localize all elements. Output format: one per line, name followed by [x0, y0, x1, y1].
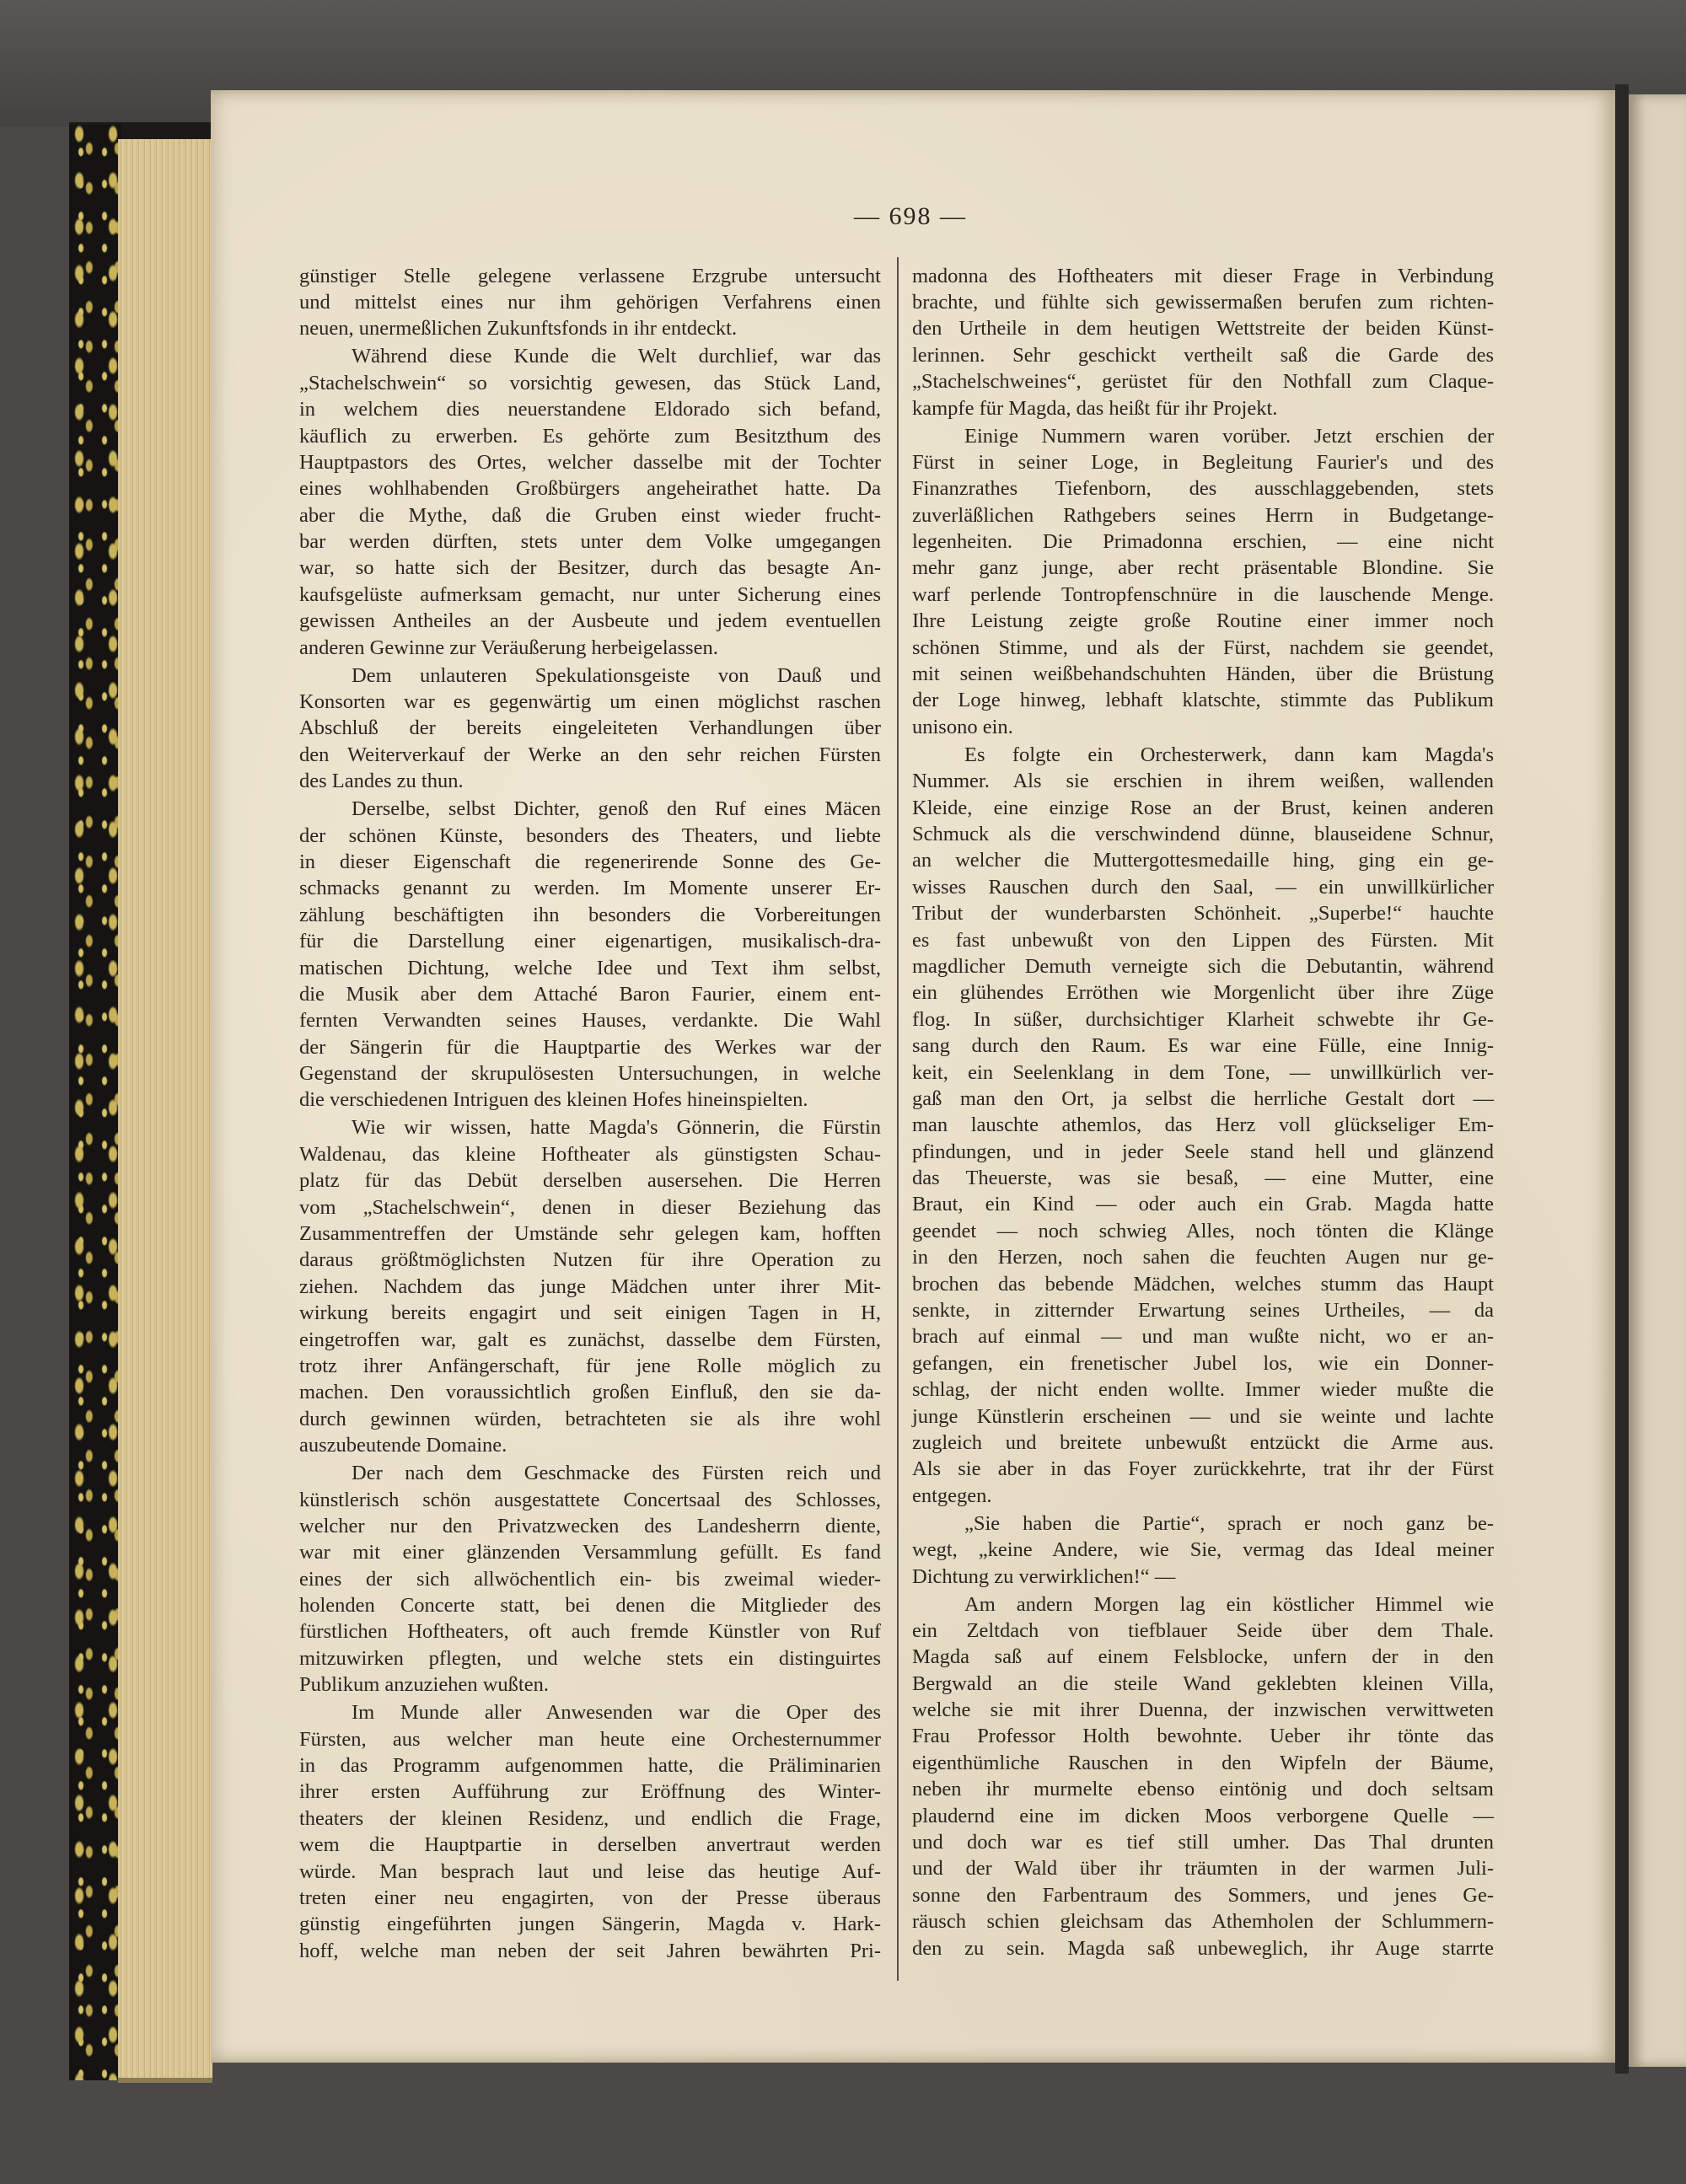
text-line: die verschiedenen Intriguen des kleinen Hofes hineinspielten. [299, 1088, 808, 1112]
text-line: Derselbe, selbst Dichter, genoß den Ruf eines Mäcen [352, 797, 881, 821]
text-line: günstig eingeführten jungen Sängerin, Magda v. Hark- [299, 1913, 881, 1936]
text-line: die Musik aber dem Attaché Baron Faurier, einem ent- [299, 982, 881, 1006]
paragraph [299, 1699, 881, 1964]
text-line: mitzuwirken pflegten, und welche stets ein distinguirtes [299, 1646, 881, 1670]
text-line: Einige Nummern waren vorüber. Jetzt erschien der [964, 424, 1494, 448]
text-line: durch gewinnen würden, betrachteten sie als ihre wohl [299, 1407, 881, 1430]
paragraph [299, 796, 881, 1113]
text-line: gewissen Antheiles an der Ausbeute und jedem eventuellen [299, 609, 881, 633]
text-line: bar werden dürften, stets unter dem Volke umgegangen [299, 530, 881, 554]
right-column [912, 261, 1494, 1961]
text-line: war, so hatte sich der Besitzer, durch das besagte An- [299, 556, 881, 580]
text-line: zugleich und breitete unbewußt entzückt die Arme aus. [912, 1430, 1494, 1454]
text-line: künstlerisch schön ausgestattete Concertsaal des Schlosses, [299, 1488, 881, 1511]
paragraph [912, 263, 1494, 421]
text-line: neben ihr murmelte ebenso eintönig und doch seltsam [912, 1778, 1494, 1801]
text-line: in welchem dies neuerstandene Eldorado sich befand, [299, 398, 881, 421]
text-line: auszubeutende Domaine. [299, 1434, 507, 1457]
text-line: unisono ein. [912, 715, 1013, 738]
text-line: wem die Hauptpartie in derselben anvertraut werden [299, 1833, 881, 1857]
text-line: in das Programm aufgenommen hatte, die Präliminarien [299, 1754, 881, 1778]
text-line: lerinnen. Sehr geschickt vertheilt saß die Garde des [912, 343, 1494, 367]
text-line: Waldenau, das kleine Hoftheater als günstigsten Schau- [299, 1142, 881, 1166]
text-line: neuen, unermeßlichen Zukunftsfonds in ihr entdeckt. [299, 317, 738, 341]
text-line: Abschluß der bereits eingeleiteten Verhandlungen über [299, 716, 881, 740]
text-line: Publikum anzuziehen wußten. [299, 1673, 549, 1697]
text-line: anderen Gewinne zur Veräußerung herbeigelassen. [299, 636, 718, 659]
paragraph [299, 663, 881, 795]
text-line: treten einer neu engagirten, von der Presse überaus [299, 1886, 881, 1909]
text-line: aber die Mythe, daß die Gruben einst wieder frucht- [299, 503, 881, 527]
text-line: keit, ein Seelenklang in dem Tone, — unwillkürlich ver- [912, 1060, 1494, 1084]
text-line: Braut, ein Kind — oder auch ein Grab. Magda hatte [912, 1193, 1494, 1216]
paragraph [912, 423, 1494, 741]
text-line: schlag, der nicht enden wollte. Immer wieder mußte die [912, 1378, 1494, 1402]
text-line: plaudernd eine im dicken Moos verborgene Quelle — [912, 1804, 1494, 1827]
text-line: „Stachelschwein“ so vorsichtig gewesen, das Stück Land, [299, 371, 881, 394]
book-gutter [1615, 84, 1629, 2074]
text-line: käuflich zu erwerben. Es gehörte zum Besitzthum des [299, 424, 881, 448]
text-line: ein glühendes Erröthen wie Morgenlicht über ihre Züge [912, 981, 1494, 1005]
text-line: den zu sein. Magda saß unbeweglich, ihr Auge starrte [912, 1936, 1494, 1960]
page-number: — 698 — [854, 202, 967, 230]
text-line: war mit einer glänzenden Versammlung gefüllt. Es fand [299, 1541, 881, 1564]
text-line: Tribut der wunderbarsten Schönheit. „Superbe!“ hauchte [912, 902, 1494, 926]
text-line: zuverläßlichen Rathgebers seines Herrn in Budgetange- [912, 503, 1494, 527]
paragraph [299, 263, 881, 342]
text-line: platz für das Debüt derselben ausersehen. Die Herren [299, 1169, 881, 1193]
text-line: Kleide, eine einzige Rose an der Brust, keinen anderen [912, 796, 1494, 819]
text-line: trotz ihrer Anfängerschaft, für jene Rolle möglich zu [299, 1354, 881, 1377]
text-line: schönen Stimme, und als der Fürst, nachdem sie geendet, [912, 636, 1494, 659]
text-line: wirkung bereits engagirt und seit einigen Tagen in H, [299, 1301, 881, 1325]
text-line: Am andern Morgen lag ein köstlicher Himmel wie [964, 1592, 1494, 1616]
text-line: Der nach dem Geschmacke des Fürsten reich und [352, 1462, 881, 1485]
text-line: ihrer ersten Aufführung zur Eröffnung des Winter- [299, 1780, 881, 1804]
text-line: magdlicher Demuth verneigte sich die Debutantin, während [912, 954, 1494, 978]
left-column [299, 261, 881, 1964]
text-line: Dem unlauteren Spekulationsgeiste von Dauß und [352, 663, 881, 687]
text-line: kampfe für Magda, das heißt für ihr Projekt. [912, 396, 1278, 420]
text-line: brach auf einmal — und man wußte nicht, wo er an- [912, 1325, 1494, 1349]
text-line: Ihre Leistung zeigte große Routine einer immer noch [912, 609, 1494, 633]
text-line: daraus größtmöglichsten Nutzen für ihre Operation zu [299, 1248, 881, 1272]
text-line: wisses Rauschen durch den Saal, — ein unwillkürlicher [912, 875, 1494, 899]
paragraph [912, 742, 1494, 1509]
text-line: matischen Dichtung, welche Idee und Text ihm selbst, [299, 956, 881, 979]
text-line: es fast unbewußt von den Lippen des Fürsten. Mit [912, 928, 1494, 952]
text-line: Dichtung zu verwirklichen!“ — [912, 1564, 1176, 1588]
text-line: Wie wir wissen, hatte Magda's Gönnerin, die Fürstin [352, 1116, 881, 1140]
text-line: Während diese Kunde die Welt durchlief, war das [352, 345, 881, 368]
text-line: welcher nur den Privatzwecken des Landesherrn diente, [299, 1514, 881, 1537]
text-line: fürstlichen Hoftheaters, oft auch fremde Künstler von Ruf [299, 1620, 881, 1644]
marbled-book-cover [69, 125, 121, 2080]
text-line: Hauptpastors des Ortes, welcher dasselbe mit der Tochter [299, 450, 881, 474]
text-line: und mittelst eines nur ihm gehörigen Verfahrens einen [299, 290, 881, 314]
paragraph [912, 1591, 1494, 1961]
text-line: günstiger Stelle gelegene verlassene Erzgrube untersucht [299, 264, 881, 287]
text-line: eines wohlhabenden Großbürgers angeheirathet hatte. Da [299, 477, 881, 501]
text-line: Zusammentreffen der Umstände sehr gelegen kam, hofften [299, 1222, 881, 1246]
text-line: zählung beschäftigten ihn besonders die Vorbereitungen [299, 903, 881, 926]
paragraph [299, 343, 881, 661]
text-line: für die Darstellung einer eigenartigen, musikalisch-dra- [299, 930, 881, 953]
text-line: Schmuck als die verschwindend dünne, blauseidene Schnur, [912, 822, 1494, 845]
text-line: und doch war es tief still umher. Das Thal drunten [912, 1831, 1494, 1854]
text-line: Nummer. Als sie erschien in ihrem weißen, wallenden [912, 770, 1494, 793]
text-line: an welcher die Muttergottesmedaille hing, ging ein ge- [912, 849, 1494, 872]
text-line: mit seinen weißbehandschuhten Händen, über die Brüstung [912, 663, 1494, 686]
text-line: in dieser Eigenschaft die regenerirende Sonne des Ge- [299, 850, 881, 873]
text-line: senkte, in zitternder Erwartung seines Urtheiles, — da [912, 1299, 1494, 1323]
text-line: des Landes zu thun. [299, 770, 464, 793]
text-line: hoff, welche man neben der seit Jahren bewährten Pri- [299, 1939, 881, 1962]
text-line: der Loge hinweg, lebhaft klatschte, stimmte das Publikum [912, 689, 1494, 712]
text-line: Als sie aber in das Foyer zurückkehrte, trat ihr der Fürst [912, 1457, 1494, 1481]
text-line: eigenthümliche Rauschen in den Wipfeln der Bäume, [912, 1751, 1494, 1774]
paragraph [299, 1114, 881, 1458]
text-line: den Urtheile in dem heutigen Wettstreite der beiden Künst- [912, 317, 1494, 341]
text-line: vom „Stachelschwein“, denen in dieser Beziehung das [299, 1195, 881, 1219]
text-line: „Stachelschweines“, gerüstet für den Nothfall zum Claque- [912, 370, 1494, 394]
text-line: ein Zeltdach von tiefblauer Seide über dem Thale. [912, 1618, 1494, 1642]
text-line: Frau Professor Holth bewohnte. Ueber ihr tönte das [912, 1725, 1494, 1748]
column-divider [897, 257, 899, 1981]
text-line: junge Künstlerin erscheinen — und sie weinte und lachte [912, 1404, 1494, 1428]
text-line: brochen das bebende Mädchen, welches stumm das Haupt [912, 1272, 1494, 1296]
text-line: machen. Den voraussichtlich großen Einfluß, den sie da- [299, 1381, 881, 1404]
text-line: brachte, und fühlte sich gewissermaßen berufen zum richten- [912, 290, 1494, 314]
text-line: gefangen, ein frenetischer Jubel los, wie ein Donner- [912, 1351, 1494, 1375]
page-edges [118, 139, 212, 2083]
text-line: eines der sich allwöchentlich ein- bis zweimal wieder- [299, 1567, 881, 1591]
text-line: geendet — noch schwieg Alles, noch tönten die Klänge [912, 1219, 1494, 1242]
text-line: der Sängerin für die Hauptpartie des Werkes war der [299, 1035, 881, 1059]
text-line: eingetroffen war, galt es zunächst, dasselbe dem Fürsten, [299, 1328, 881, 1351]
text-line: kaufsgelüste aufmerksam gemacht, nur unter Sicherung eines [299, 582, 881, 606]
text-line: Finanzrathes Tiefenborn, des ausschlaggebenden, stets [912, 477, 1494, 501]
facing-page-edge [1629, 94, 1686, 2067]
text-line: flog. In süßer, durchsichtiger Klarheit schwebte ihr Ge- [912, 1007, 1494, 1031]
text-line: räusch schien gleichsam das Athemholen der Schlummern- [912, 1910, 1494, 1934]
text-line: sang durch den Raum. Es war eine Fülle, eine Innig- [912, 1034, 1494, 1058]
text-line: warf perlende Tontropfenschnüre in die lauschende Menge. [912, 582, 1494, 606]
text-line: gaß man den Ort, ja selbst die herrliche Gestalt dort — [912, 1087, 1494, 1110]
text-line: fernten Verwandten seines Hauses, verdankte. Die Wahl [299, 1009, 881, 1033]
paragraph [912, 1511, 1494, 1590]
text-line: Bergwald an die steile Wand geklebten kleinen Villa, [912, 1672, 1494, 1695]
text-line: welche sie mit ihrer Duenna, der inzwischen verwittweten [912, 1698, 1494, 1722]
text-line: den Weiterverkauf der Werke an den sehr reichen Fürsten [299, 743, 881, 766]
text-line: Fürst in seiner Loge, in Begleitung Faurier's und des [912, 450, 1494, 474]
paragraph [299, 1460, 881, 1698]
text-line: schmacks genannt zu werden. Im Momente unserer Er- [299, 877, 881, 900]
text-line: pfindungen, und in jeder Seele stand hell und glänzend [912, 1140, 1494, 1163]
text-line: Gegenstand der skrupulösesten Untersuchungen, in welche [299, 1062, 881, 1086]
text-line: man lauschte athemlos, das Herz voll glückseliger Em- [912, 1113, 1494, 1137]
text-line: theaters der kleinen Residenz, und endlich die Frage, [299, 1806, 881, 1830]
text-line: mehr ganz junge, aber recht präsentable Blondine. Sie [912, 556, 1494, 580]
text-line: Es folgte ein Orchesterwerk, dann kam Magda's [964, 743, 1494, 766]
text-line: holenden Concerte statt, bei denen die Mitglieder des [299, 1594, 881, 1618]
text-line: legenheiten. Die Primadonna erschien, — eine nicht [912, 530, 1494, 554]
text-line: Im Munde aller Anwesenden war die Oper des [352, 1701, 881, 1725]
text-line: das Theuerste, was sie besaß, — eine Mutter, eine [912, 1167, 1494, 1190]
text-line: sonne den Farbentraum des Sommers, und jenes Ge- [912, 1883, 1494, 1907]
text-line: Magda saß auf einem Felsblocke, unfern der in den [912, 1645, 1494, 1669]
text-line: entgegen. [912, 1484, 992, 1507]
text-line: madonna des Hoftheaters mit dieser Frage in Verbindung [912, 264, 1494, 287]
text-line: Konsorten war es gegenwärtig um einen möglichst raschen [299, 690, 881, 714]
text-line: würde. Man besprach laut und leise das heutige Auf- [299, 1859, 881, 1883]
text-line: Fürsten, aus welcher man heute eine Orchesternummer [299, 1727, 881, 1751]
text-line: wegt, „keine Andere, wie Sie, vermag das Ideal meiner [912, 1538, 1494, 1562]
text-line: „Sie haben die Partie“, sprach er noch ganz be- [964, 1511, 1494, 1535]
text-line: ziehen. Nachdem das junge Mädchen unter ihrer Mit- [299, 1274, 881, 1298]
text-line: der schönen Künste, besonders des Theaters, und liebte [299, 824, 881, 847]
text-line: und der Wald über ihr träumten in der warmen Juli- [912, 1857, 1494, 1881]
text-line: in den Herzen, noch sahen die feuchten Augen nur ge- [912, 1246, 1494, 1269]
